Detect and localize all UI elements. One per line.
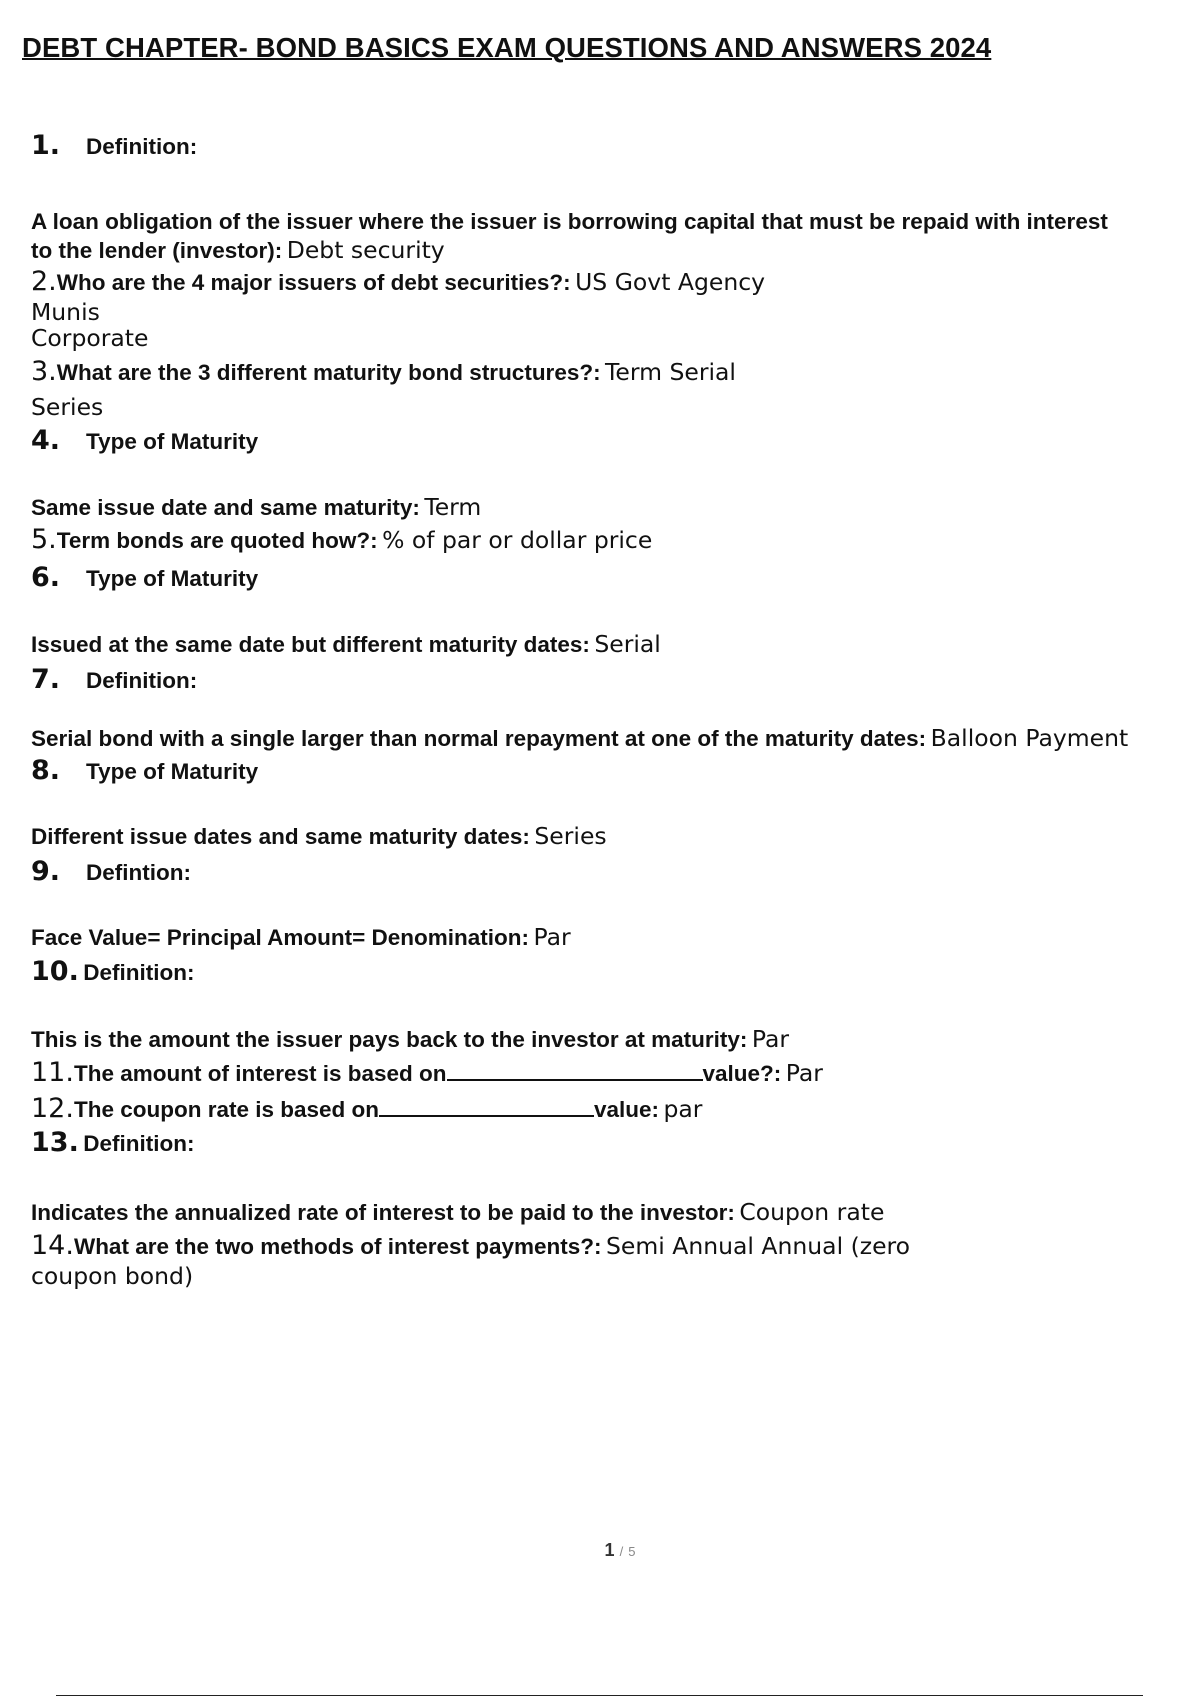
item-7-header — [31, 664, 197, 695]
item-answer: Par — [751, 1025, 790, 1053]
item-label: Type of Maturity — [86, 566, 259, 591]
item-6-question: Issued at the same date but different maturity dates: Serial — [31, 630, 661, 658]
item-label: Defintion: — [86, 860, 192, 885]
item-4-header — [31, 425, 258, 456]
item-number: 3. — [31, 356, 57, 387]
item-label: Definition: — [83, 1131, 195, 1156]
item-answer: Debt security — [286, 236, 445, 264]
item-7-question: Serial bond with a single larger than normal repayment at one of the maturity dates: Balloon Payment — [31, 724, 1129, 752]
item-13-question: Indicates the annualized rate of interest to be paid to the investor: Coupon rate — [31, 1198, 885, 1226]
item-number: 4. — [31, 425, 61, 456]
item-number: 10. — [31, 956, 79, 987]
item-9-header — [31, 856, 191, 887]
item-number: 11. — [31, 1057, 74, 1088]
item-1-question: A loan obligation of the issuer where the issuer is borrowing capital that must be repaid with interest — [31, 209, 1108, 234]
item-14-answer-line: coupon bond) — [31, 1262, 194, 1290]
item-label: Definition: — [86, 668, 198, 693]
item-number: 1. — [31, 130, 61, 161]
item-answer: Series — [534, 822, 607, 850]
item-number: 2. — [31, 266, 57, 297]
item-8-question: Different issue dates and same maturity dates: Series — [31, 822, 607, 850]
item-number: 8. — [31, 755, 61, 786]
item-number: 13. — [31, 1127, 79, 1158]
item-3-answer-line: Series — [31, 393, 104, 421]
item-answer: US Govt Agency — [575, 268, 766, 296]
item-11: 11.The amount of interest is based on value?: Par — [31, 1057, 823, 1088]
fill-in-blank — [379, 1095, 594, 1117]
item-label: Definition: — [86, 134, 198, 159]
item-answer: Par — [785, 1059, 823, 1087]
item-number: 14. — [31, 1230, 74, 1261]
item-answer: Par — [533, 923, 571, 951]
item-answer: Serial — [594, 630, 661, 658]
item-4-question: Same issue date and same maturity: Term — [31, 493, 482, 521]
item-label: Type of Maturity — [86, 429, 259, 454]
item-1-question-cont: to the lender (investor): Debt security — [31, 236, 445, 264]
item-10-question: This is the amount the issuer pays back to the investor at maturity: Par — [31, 1025, 790, 1053]
item-2-answer-line: Munis — [31, 298, 100, 326]
footer-divider — [56, 1695, 1143, 1696]
item-12: 12.The coupon rate is based on value: par — [31, 1093, 703, 1124]
item-number: 9. — [31, 856, 61, 887]
item-answer: Balloon Payment — [930, 724, 1129, 752]
item-number: 5. — [31, 524, 57, 555]
item-6-header — [31, 562, 258, 593]
item-10-header — [31, 956, 195, 987]
item-2: 2.Who are the 4 major issuers of debt securities?: US Govt Agency — [31, 266, 766, 297]
item-answer: Coupon rate — [739, 1198, 885, 1226]
item-answer: % of par or dollar price — [382, 526, 653, 554]
item-3: 3.What are the 3 different maturity bond structures?: Term Serial — [31, 356, 736, 387]
item-14: 14.What are the two methods of interest payments?: Semi Annual Annual (zero — [31, 1230, 911, 1261]
page-current: 1 — [604, 1540, 615, 1560]
page-total: 5 — [628, 1544, 636, 1559]
item-label: Type of Maturity — [86, 759, 259, 784]
page-separator: / — [619, 1544, 624, 1559]
item-5: 5.Term bonds are quoted how?: % of par or dollar price — [31, 524, 653, 555]
item-1-header — [31, 130, 197, 161]
item-answer: Term Serial — [605, 358, 736, 386]
item-answer: Semi Annual Annual (zero — [605, 1232, 911, 1260]
fill-in-blank — [447, 1059, 703, 1081]
item-answer: Term — [424, 493, 482, 521]
document-title: DEBT CHAPTER- BOND BASICS EXAM QUESTIONS AND ANSWERS 2024 — [22, 32, 992, 63]
page-indicator — [0, 1540, 1200, 1561]
item-label: Definition: — [83, 960, 195, 985]
item-13-header — [31, 1127, 195, 1158]
item-answer: par — [663, 1095, 703, 1123]
item-8-header — [31, 755, 258, 786]
item-9-question: Face Value= Principal Amount= Denomination: Par — [31, 923, 571, 951]
item-2-answer-line: Corporate — [31, 324, 149, 352]
item-number: 6. — [31, 562, 61, 593]
item-number: 12. — [31, 1093, 74, 1124]
item-number: 7. — [31, 664, 61, 695]
